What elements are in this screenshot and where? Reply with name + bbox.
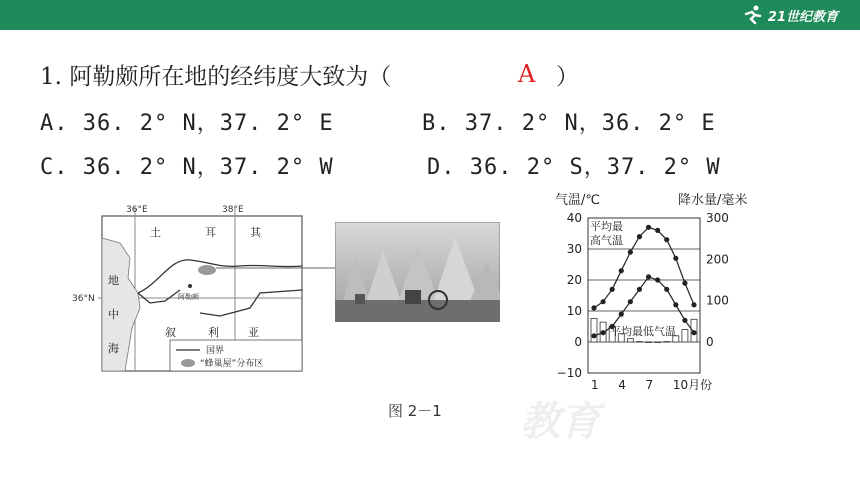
right-axis-title: 降水量/毫米 (678, 193, 748, 208)
option-b[interactable]: B. 37. 2° N，36. 2° E (422, 111, 716, 136)
figure-caption: 图 2－1 (388, 402, 442, 420)
max-temp-label-1: 平均最 (590, 220, 623, 233)
max-temp-point (637, 234, 642, 239)
left-tick-label: 40 (566, 211, 582, 225)
lat-label-36: 36°N (72, 294, 95, 304)
watermark: 教育 (520, 399, 600, 445)
option-a[interactable]: A. 36. 2° N，37. 2° E (40, 111, 334, 136)
precip-bar (682, 330, 688, 342)
min-temp-point (691, 330, 696, 335)
max-temp-point (619, 268, 624, 273)
left-axis-title: 气温/℃ (555, 193, 600, 208)
max-temp-point (691, 302, 696, 307)
question-stem: 1. 阿勒颇所在地的经纬度大致为（ (40, 64, 392, 90)
min-temp-point (664, 287, 669, 292)
precip-bar (591, 318, 597, 342)
answer-mark: A (518, 60, 536, 88)
x-tick-label: 10月份 (672, 378, 713, 392)
min-temp-point (637, 287, 642, 292)
max-temp-point (591, 305, 596, 310)
min-temp-point (628, 299, 633, 304)
right-tick-label: 300 (706, 211, 729, 225)
turkey-char-3: 其 (250, 226, 261, 239)
right-tick-label: 200 (706, 252, 729, 267)
lon-label-38: 38°E (222, 205, 244, 215)
max-temp-label-2: 高气温 (590, 234, 623, 247)
precip-bar (655, 342, 661, 343)
max-temp-point (673, 256, 678, 261)
option-c[interactable]: C. 36. 2° N，37. 2° W (40, 155, 334, 180)
x-tick-label: 7 (645, 378, 654, 392)
syria-char-1: 叙 (165, 326, 176, 339)
max-temp-point (646, 225, 651, 230)
sea-char-3: 海 (108, 342, 119, 355)
syria-char-2: 利 (208, 326, 219, 339)
precip-bar (664, 342, 670, 343)
option-d[interactable]: D. 36. 2° S，37. 2° W (427, 155, 721, 180)
beehive-house-photo (335, 222, 500, 322)
min-temp-point (600, 330, 605, 335)
min-temp-point (673, 302, 678, 307)
turkey-char-2: 耳 (205, 226, 216, 239)
city-dot (188, 284, 192, 288)
left-tick-label: −10 (556, 366, 582, 380)
top-banner (0, 0, 860, 30)
max-temp-point (655, 228, 660, 233)
right-tick-label: 100 (706, 293, 729, 308)
max-temp-point (664, 237, 669, 242)
right-tick-label: 0 (706, 335, 714, 349)
left-tick-label: 30 (566, 242, 582, 256)
max-temp-point (628, 250, 633, 255)
min-temp-label: 平均最低气温 (610, 325, 676, 338)
min-temp-point (655, 277, 660, 282)
max-temp-point (610, 287, 615, 292)
x-tick-label: 4 (618, 378, 626, 392)
legend-border-label: 国界 (206, 346, 225, 356)
legend-area-label: “蜂巢屋”分布区 (200, 359, 264, 369)
city-label: 阿勒颇 (178, 293, 199, 301)
min-temp-point (646, 274, 651, 279)
left-tick-label: 20 (566, 273, 582, 287)
min-temp-point (591, 333, 596, 338)
sea-char-2: 中 (108, 308, 119, 321)
turkey-char-1: 土 (150, 226, 161, 239)
precip-bar (646, 342, 652, 343)
min-temp-point (682, 318, 687, 323)
max-temp-point (600, 299, 605, 304)
logo-text: 21世纪教育 (767, 9, 838, 25)
max-temp-point (682, 281, 687, 286)
climate-chart (550, 188, 750, 400)
x-tick-label: 1 (591, 378, 599, 392)
question-close: ） (556, 64, 579, 90)
location-map (70, 198, 335, 378)
left-tick-label: 10 (566, 304, 582, 318)
precip-bar (636, 342, 642, 343)
min-temp-point (619, 312, 624, 317)
syria-char-3: 亚 (248, 326, 259, 339)
site-logo[interactable] (742, 4, 838, 26)
precip-bar (627, 339, 633, 342)
beehive-area (198, 265, 216, 275)
runner-icon (742, 4, 764, 26)
lon-label-36: 36°E (126, 205, 148, 215)
sea-char-1: 地 (108, 274, 119, 287)
left-tick-label: 0 (574, 335, 582, 349)
